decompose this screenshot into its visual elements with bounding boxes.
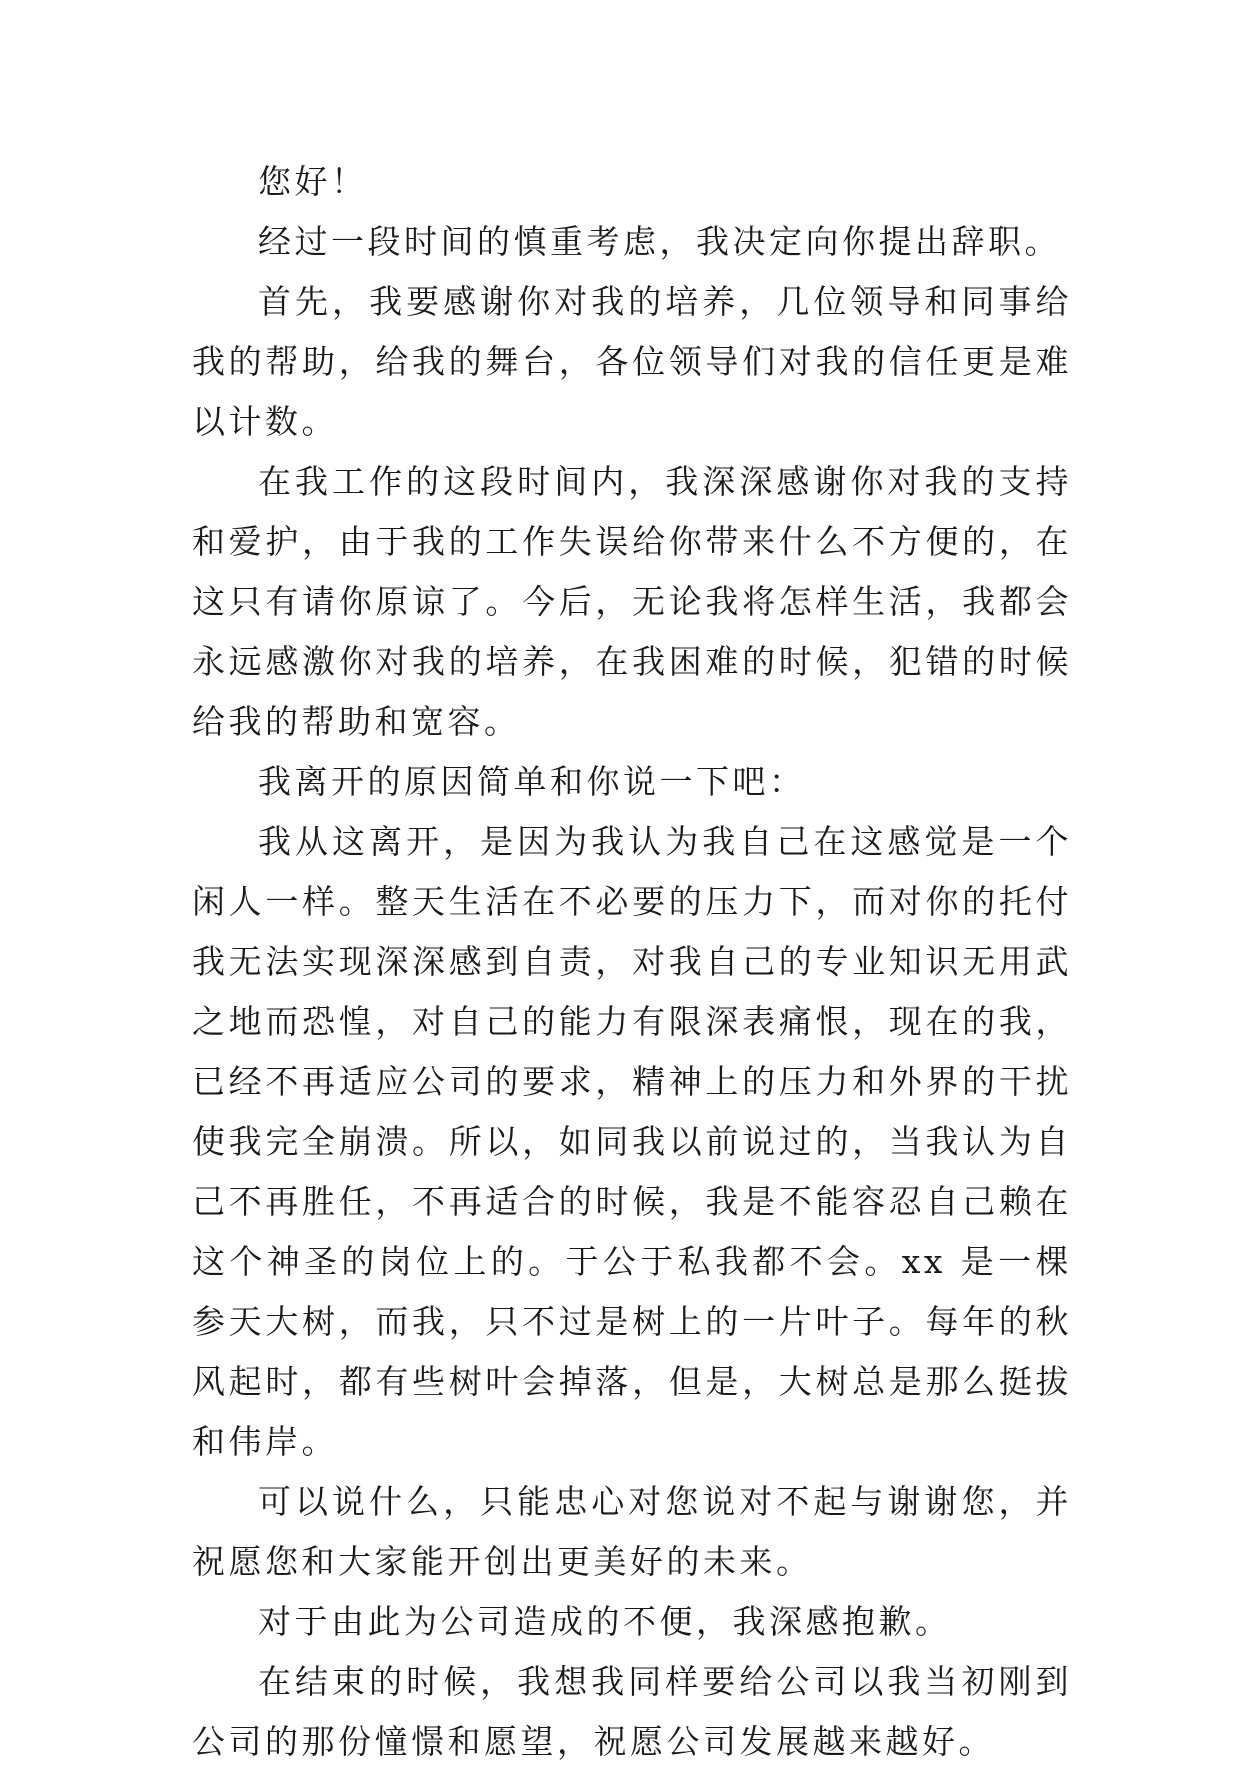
paragraph: 我离开的原因简单和你说一下吧： — [258, 762, 806, 801]
paragraph: 可以说什么，只能忠心对您说对不起与谢谢您，并祝愿您和大家能开创出更美好的未来。 — [192, 1482, 1072, 1581]
paragraph: 我从这离开，是因为我认为我自己在这感觉是一个闲人一样。整天生活在不必要的压力下，而对你的托付我无法实现深深感到自责，对我自己的专业知识无用武之地而恐惶，对自己的能力有限深表痛恨，现在的我，已经不再适应公司的要求，精神上的压力和外界的干扰使我完全崩溃。所以，如同我以前说过的，当我认为自己不再胜任，不再适合的时候，我是不能容忍自己赖在这个神圣的岗位上的。于公于私我都不会。xx 是一棵参天大树，而我，只不过是树上的一片叶子。每年的秋风起时，都有些树叶会掉落，但是，大树总是那么挺拔和伟岸。 — [192, 822, 1072, 1461]
paragraph: 经过一段时间的慎重考虑，我决定向你提出辞职。 — [258, 222, 1061, 261]
letter-body — [192, 152, 1072, 1772]
greeting: 您好！ — [258, 162, 368, 201]
paragraph: 对于由此为公司造成的不便，我深感抱歉。 — [258, 1602, 952, 1641]
paragraph: 在我工作的这段时间内，我深深感谢你对我的支持和爱护，由于我的工作失误给你带来什么不方便的，在这只有请你原谅了。今后，无论我将怎样生活，我都会永远感激你对我的培养，在我困难的时候，犯错的时候给我的帮助和宽容。 — [192, 462, 1072, 741]
paragraph: 在结束的时候，我想我同样要给公司以我当初刚到公司的那份憧憬和愿望，祝愿公司发展越来越好。 — [192, 1662, 1072, 1761]
paragraph: 首先，我要感谢你对我的培养，几位领导和同事给我的帮助，给我的舞台，各位领导们对我的信任更是难以计数。 — [192, 282, 1072, 441]
